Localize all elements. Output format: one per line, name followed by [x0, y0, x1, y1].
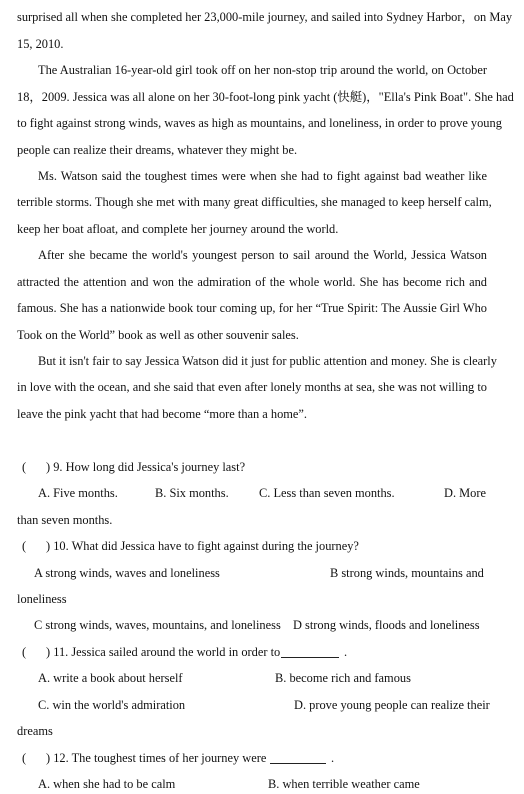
question-text: ) 10. What did Jessica have to fight against during the journey?: [46, 539, 359, 553]
question-end: .: [344, 645, 348, 659]
option-c[interactable]: C strong winds, waves, mountains, and loneliness: [34, 618, 281, 632]
passage-line: to fight against strong winds, waves as high as mountains, and loneliness, in order to prove young: [17, 116, 502, 130]
passage-line: leave the pink yacht that had become “more than a home”.: [17, 407, 308, 421]
option-b[interactable]: B strong winds, mountains and: [330, 566, 484, 580]
option-a[interactable]: A. when she had to be calm: [38, 777, 176, 791]
option-d-continued: than seven months.: [17, 513, 113, 527]
passage-line: keep her boat afloat, and complete her journey around the world.: [17, 222, 339, 236]
answer-bracket[interactable]: (: [22, 751, 27, 765]
question-text: ) 11. Jessica sailed around the world in order to: [46, 645, 281, 659]
answer-bracket[interactable]: (: [22, 539, 27, 553]
passage-line: The Australian 16-year-old girl took off on her non-stop trip around the world, on October: [38, 63, 487, 77]
option-b[interactable]: B. Six months.: [155, 486, 229, 500]
option-d-continued: dreams: [17, 724, 53, 738]
option-c[interactable]: C. Less than seven months.: [259, 486, 395, 500]
question-text: ) 9. How long did Jessica's journey last?: [46, 460, 246, 474]
option-a[interactable]: A strong winds, waves and loneliness: [34, 566, 220, 580]
passage-line: Ms. Watson said the toughest times were when she had to fight against bad weather like: [38, 169, 487, 183]
passage-line: But it isn't fair to say Jessica Watson did it just for public attention and money. She is clearly: [38, 354, 497, 368]
passage-line: in love with the ocean, and she said that even after lonely months at sea, she was not willing to: [17, 380, 487, 394]
option-b[interactable]: B. become rich and famous: [275, 671, 411, 685]
question-text: ) 12. The toughest times of her journey were: [46, 751, 267, 765]
question-end: .: [331, 751, 335, 765]
option-d[interactable]: D strong winds, floods and loneliness: [293, 618, 480, 632]
option-d[interactable]: D. More: [444, 486, 486, 500]
option-a[interactable]: A. write a book about herself: [38, 671, 183, 685]
option-d[interactable]: D. prove young people can realize their: [294, 698, 490, 712]
passage-line: surprised all when she completed her 23,000-mile journey, and sailed into Sydney Harbor，on May: [17, 10, 513, 24]
passage-line: famous. She has a nationwide book tour coming up, for her “True Spirit: The Aussie Girl Who: [17, 301, 487, 315]
passage-line: people can realize their dreams, whatever they might be.: [17, 143, 298, 157]
answer-blank[interactable]: [281, 645, 339, 658]
passage-line: After she became the world's youngest person to sail around the World, Jessica Watson: [38, 248, 487, 262]
passage-line: Took on the World” book as well as other souvenir sales.: [17, 328, 299, 342]
option-a[interactable]: A. Five months.: [38, 486, 118, 500]
passage-line: terrible storms. Though she met with many great difficulties, she managed to keep herself calm,: [17, 195, 492, 209]
answer-bracket[interactable]: (: [22, 645, 27, 659]
option-b-continued: loneliness: [17, 592, 67, 606]
passage-line: attracted the attention and won the admiration of the whole world. She has become rich and: [17, 275, 487, 289]
option-b[interactable]: B. when terrible weather came: [268, 777, 420, 791]
passage-line: 18，2009. Jessica was all alone on her 30-foot-long pink yacht (快艇)，"Ella's Pink Boat". She had: [17, 90, 514, 104]
option-c[interactable]: C. win the world's admiration: [38, 698, 186, 712]
answer-blank[interactable]: [270, 751, 326, 764]
answer-bracket[interactable]: (: [22, 460, 27, 474]
passage-line: 15, 2010.: [17, 37, 64, 51]
